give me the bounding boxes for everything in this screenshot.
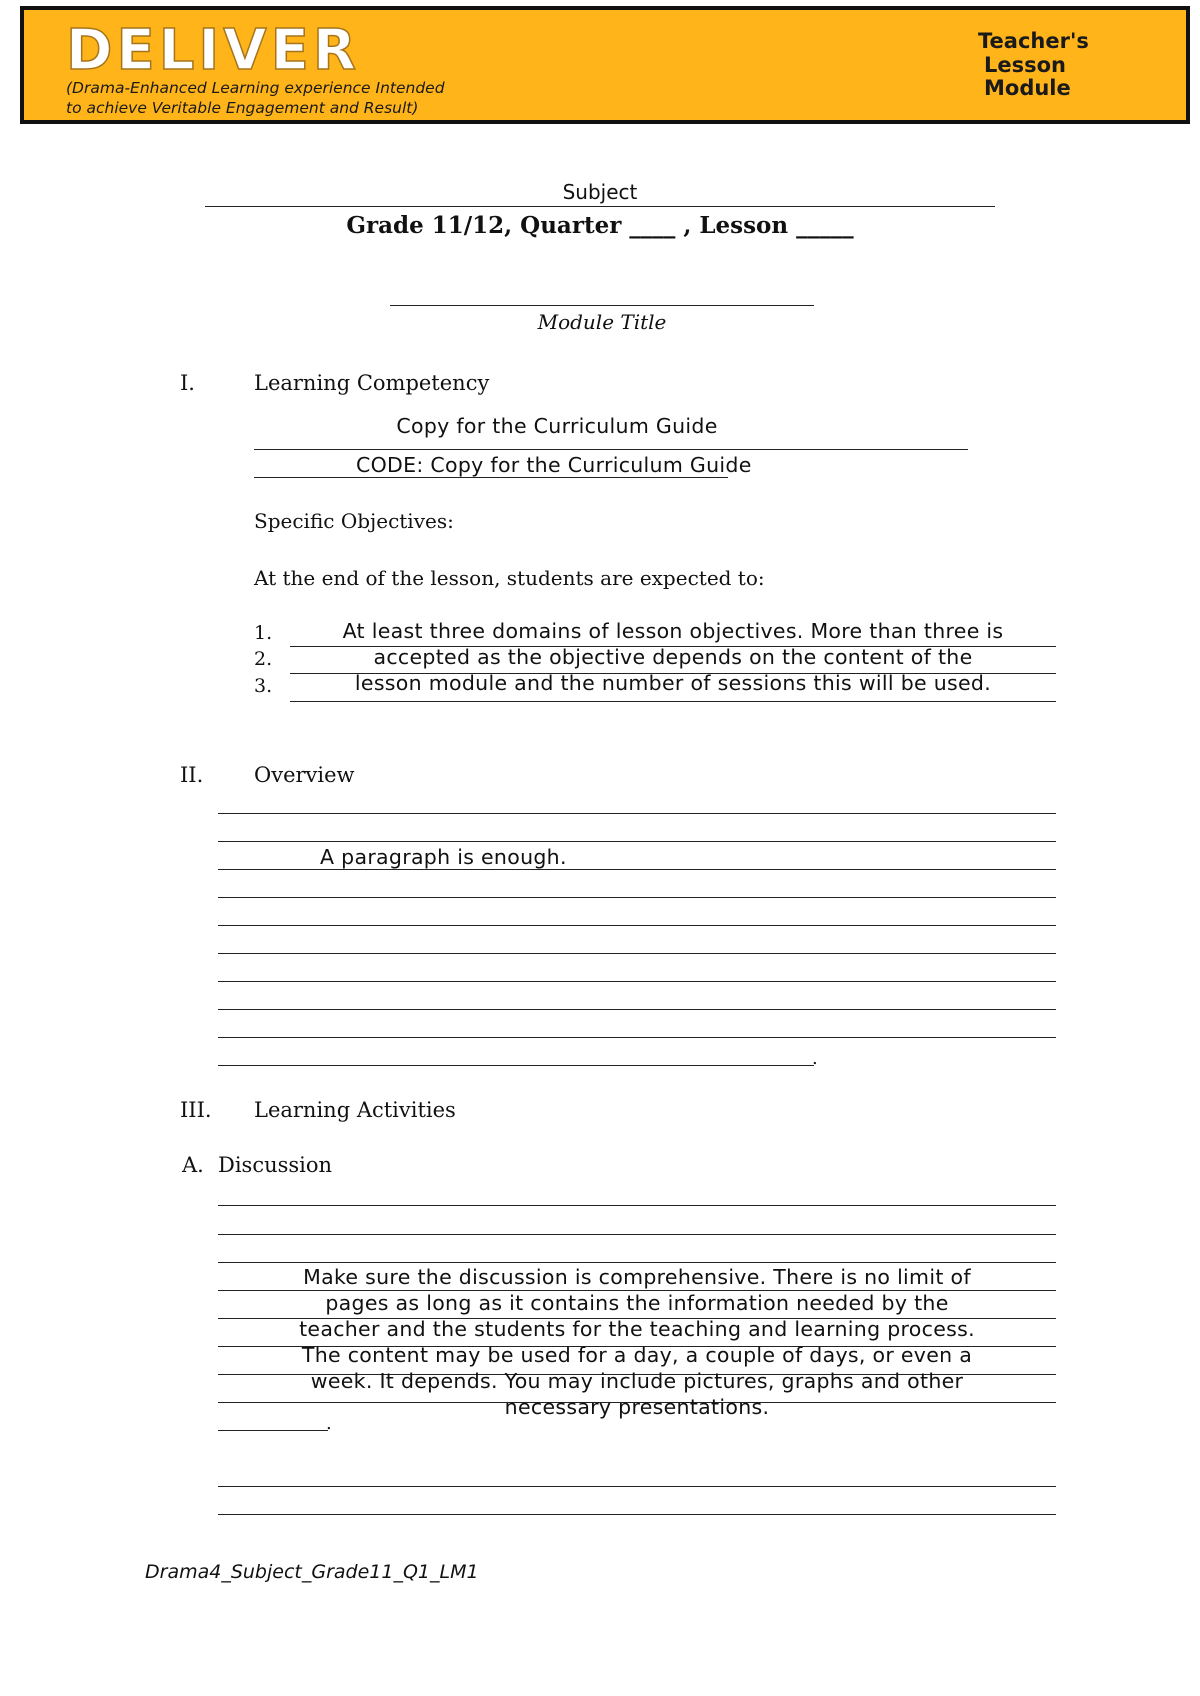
section-2-number: II. — [180, 763, 204, 787]
footer-document-code: Drama4_Subject_Grade11_Q1_LM1 — [145, 1561, 479, 1583]
section-1-heading: Learning Competency — [254, 371, 490, 395]
discussion-rule-3 — [218, 1262, 1056, 1263]
discussion-line-5: week. It depends. You may include pictures, graphs and other — [310, 1369, 964, 1393]
objective-rule-1 — [290, 646, 1056, 647]
discussion-rule-11 — [218, 1514, 1056, 1515]
badge-line-3: Module — [984, 76, 1071, 100]
overview-rule-1 — [218, 813, 1056, 814]
overview-rule-5 — [218, 925, 1056, 926]
discussion-rule-2 — [218, 1234, 1056, 1235]
discussion-rule-10 — [218, 1486, 1056, 1487]
section-3-heading: Learning Activities — [254, 1098, 456, 1122]
overview-rule-3 — [218, 869, 1056, 870]
discussion-end-mark: . — [326, 1413, 332, 1434]
overview-rule-7 — [218, 981, 1056, 982]
overview-rule-10 — [218, 1065, 814, 1066]
overview-hint: A paragraph is enough. — [320, 845, 567, 869]
overview-rule-8 — [218, 1009, 1056, 1010]
objective-number-1: 1. — [254, 622, 273, 644]
objective-line-2: accepted as the objective depends on the content of the — [373, 645, 973, 669]
objectives-label: Specific Objectives: — [254, 509, 454, 533]
overview-end-mark: . — [812, 1048, 818, 1069]
objective-rule-3 — [290, 701, 1056, 702]
discussion-rule-1 — [218, 1205, 1056, 1206]
subsection-a-letter: A. — [182, 1153, 204, 1177]
discussion-line-4: The content may be used for a day, a couple of days, or even a — [301, 1343, 973, 1367]
tagline-line-1: (Drama-Enhanced Learning experience Intended — [66, 79, 445, 97]
tagline-line-2: to achieve Veritable Engagement and Result) — [66, 99, 419, 117]
deliver-logo: DELIVER — [66, 18, 360, 83]
section-3-number: III. — [180, 1098, 212, 1122]
section-2-heading: Overview — [254, 763, 355, 787]
overview-rule-6 — [218, 953, 1056, 954]
objective-number-2: 2. — [254, 648, 273, 670]
tagline — [66, 78, 586, 118]
competency-code: CODE: Copy for the Curriculum Guide — [356, 453, 752, 477]
objective-line-3: lesson module and the number of sessions this will be used. — [354, 671, 992, 695]
badge-line-2: Lesson — [984, 52, 1067, 77]
discussion-line-1: Make sure the discussion is comprehensive. There is no limit of — [303, 1265, 971, 1289]
subject-label: Subject — [562, 180, 638, 204]
objectives-intro: At the end of the lesson, students are expected to: — [254, 566, 765, 590]
module-title-rule — [390, 305, 814, 306]
objective-line-1: At least three domains of lesson objectives. More than three is — [342, 619, 1004, 643]
objective-number-3: 3. — [254, 675, 273, 697]
grade-quarter-lesson-line: Grade 11/12, Quarter ____ , Lesson _____ — [346, 212, 854, 239]
competency-text: Copy for the Curriculum Guide — [396, 414, 718, 438]
section-1-number: I. — [180, 371, 195, 395]
subsection-a-heading: Discussion — [218, 1153, 333, 1177]
overview-rule-2 — [218, 841, 1056, 842]
teachers-lesson-module-badge — [978, 30, 1138, 101]
objective-rule-2 — [290, 673, 1056, 674]
subject-rule — [205, 206, 995, 207]
discussion-line-6: necessary presentations. — [504, 1395, 770, 1419]
discussion-line-2: pages as long as it contains the information needed by the — [325, 1291, 949, 1315]
discussion-line-3: teacher and the students for the teaching and learning process. — [299, 1317, 975, 1341]
overview-rule-9 — [218, 1037, 1056, 1038]
badge-line-1: Teacher's — [978, 29, 1089, 53]
module-title-label: Module Title — [537, 310, 667, 334]
discussion-rule-9 — [218, 1430, 328, 1431]
overview-rule-4 — [218, 897, 1056, 898]
code-rule — [254, 477, 728, 478]
competency-rule — [254, 449, 968, 450]
